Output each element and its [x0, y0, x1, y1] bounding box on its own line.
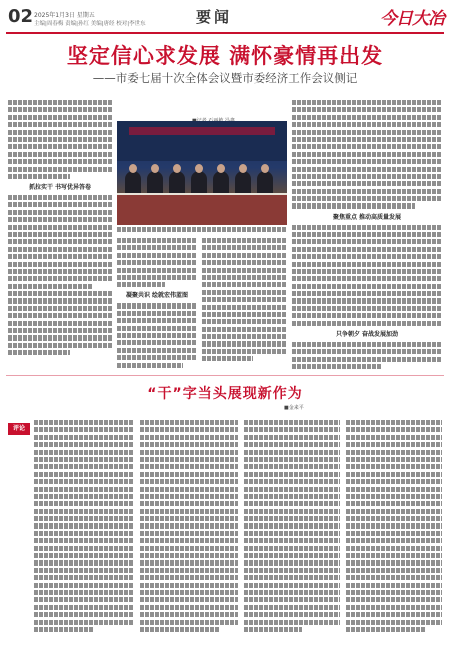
text-line: [292, 115, 442, 120]
text-line: [34, 531, 134, 536]
text-line: [8, 210, 112, 215]
text-line: [8, 232, 112, 237]
text-line: [244, 472, 340, 477]
text-line: [8, 167, 112, 172]
article-column-4: [292, 100, 442, 370]
text-line: [34, 575, 134, 580]
text-line: [202, 341, 287, 346]
text-line: [140, 509, 238, 514]
text-line: [8, 144, 112, 149]
text-line: [140, 575, 238, 580]
lower-column-1: [34, 420, 134, 645]
text-line: [8, 254, 112, 259]
text-line: [346, 605, 442, 610]
text-line: [244, 553, 340, 558]
text-line: [244, 442, 340, 447]
text-line: [244, 479, 340, 484]
text-line: [346, 479, 442, 484]
text-line: [244, 568, 340, 573]
text-line: [346, 516, 442, 521]
text-line: [244, 450, 340, 455]
text-line: [140, 590, 238, 595]
text-line: [292, 313, 442, 318]
text-line: [8, 269, 112, 274]
text-line: [8, 343, 112, 348]
text-line: [346, 597, 442, 602]
editors-credits: 主编|周春梅 责编|孙红 美编|唐经 校对|李世东: [34, 21, 146, 27]
text-line: [346, 531, 442, 536]
text-line: [292, 306, 442, 311]
text-line: [346, 435, 442, 440]
text-line: [202, 334, 287, 339]
text-line: [202, 268, 287, 273]
text-line: [292, 122, 442, 127]
text-line: [117, 245, 197, 250]
text-line: [292, 174, 442, 179]
text-line: [202, 327, 287, 332]
text-line: [244, 464, 340, 469]
text-line: [202, 260, 287, 265]
text-line: [346, 538, 442, 543]
text-line: [117, 260, 197, 265]
text-line: [346, 487, 442, 492]
section-subhead: 聚焦重点 推动高质量发展: [332, 213, 402, 221]
text-line: [346, 575, 442, 580]
text-line: [292, 239, 442, 244]
text-line: [244, 627, 302, 632]
text-line: [244, 612, 340, 617]
photo-caption: [117, 227, 287, 235]
text-line: [34, 450, 134, 455]
text-line: [244, 605, 340, 610]
text-line: [8, 321, 112, 326]
text-line: [292, 137, 442, 142]
text-line: [8, 107, 112, 112]
text-line: [8, 306, 112, 311]
text-line: [244, 523, 340, 528]
text-line: [34, 479, 134, 484]
text-line: [244, 516, 340, 521]
text-line: [140, 472, 238, 477]
text-line: [292, 276, 442, 281]
text-line: [117, 333, 197, 338]
text-line: [117, 275, 197, 280]
second-headline: “干”字当头展现新作为: [147, 386, 303, 402]
text-line: [244, 597, 340, 602]
text-line: [140, 612, 238, 617]
text-line: [346, 583, 442, 588]
section-subhead: 抓拉实干 书写优异答卷: [28, 184, 92, 191]
text-line: [34, 538, 134, 543]
text-line: [140, 450, 238, 455]
text-line: [346, 420, 442, 425]
text-line: [292, 262, 442, 267]
article-column-2: [117, 238, 197, 370]
text-line: [140, 464, 238, 469]
text-line: [140, 457, 238, 462]
text-line: [292, 364, 382, 369]
text-line: [140, 427, 238, 432]
main-headline: 坚定信心求发展 满怀豪情再出发: [66, 44, 384, 68]
text-line: [292, 225, 442, 230]
text-line: [292, 342, 442, 347]
text-line: [117, 268, 197, 273]
text-line: [8, 276, 112, 281]
text-line: [292, 130, 442, 135]
text-line: [346, 553, 442, 558]
text-line: [8, 159, 112, 164]
text-line: [34, 516, 134, 521]
text-line: [8, 137, 112, 142]
text-line: [34, 523, 134, 528]
text-line: [34, 620, 134, 625]
text-line: [8, 122, 112, 127]
text-line: [346, 427, 442, 432]
text-line: [140, 435, 238, 440]
section-subhead: 只争朝夕 奋战发展加劲: [335, 330, 399, 338]
text-line: [244, 583, 340, 588]
text-line: [140, 538, 238, 543]
text-line: [346, 590, 442, 595]
text-line: [292, 298, 442, 303]
text-line: [8, 130, 112, 135]
text-line: [8, 174, 70, 179]
text-line: [34, 590, 134, 595]
text-line: [346, 546, 442, 551]
text-line: [140, 627, 220, 632]
text-line: [117, 238, 197, 243]
text-line: [244, 427, 340, 432]
text-line: [346, 612, 442, 617]
text-line: [244, 560, 340, 565]
text-line: [34, 435, 134, 440]
masthead-divider: [6, 32, 444, 34]
text-line: [292, 357, 442, 362]
text-line: [292, 247, 442, 252]
text-line: [140, 605, 238, 610]
text-line: [292, 100, 442, 105]
text-line: [292, 254, 442, 259]
text-line: [346, 627, 425, 632]
article-column-3: [202, 238, 287, 370]
text-line: [292, 159, 442, 164]
text-line: [34, 420, 134, 425]
text-line: [244, 590, 340, 595]
section-subhead: 凝聚共识 绘就宏伟蓝图: [125, 292, 189, 300]
text-line: [346, 450, 442, 455]
text-line: [34, 612, 134, 617]
text-line: [244, 538, 340, 543]
text-line: [117, 253, 197, 258]
text-line: [140, 597, 238, 602]
text-line: [244, 435, 340, 440]
text-line: [202, 349, 287, 354]
page-number: 02: [8, 6, 34, 27]
text-line: [244, 420, 340, 425]
text-line: [8, 350, 70, 355]
publication-date: 2025年1月3日 星期五: [34, 12, 95, 19]
text-line: [346, 457, 442, 462]
text-line: [292, 284, 442, 289]
text-line: [346, 620, 442, 625]
text-line: [292, 269, 442, 274]
text-line: [140, 523, 238, 528]
text-line: [140, 620, 238, 625]
text-line: [244, 457, 340, 462]
text-line: [202, 356, 253, 361]
text-line: [117, 303, 197, 308]
text-line: [34, 509, 134, 514]
text-line: [8, 328, 112, 333]
text-line: [244, 509, 340, 514]
text-line: [34, 546, 134, 551]
text-line: [34, 560, 134, 565]
text-line: [140, 420, 238, 425]
text-line: [117, 355, 197, 360]
text-line: [244, 620, 340, 625]
text-line: [140, 442, 238, 447]
text-line: [34, 457, 134, 462]
text-line: [244, 494, 340, 499]
second-byline: ■金来平: [284, 405, 304, 411]
text-line: [117, 311, 197, 316]
text-line: [202, 297, 287, 302]
text-line: [202, 245, 287, 250]
text-line: [244, 575, 340, 580]
text-line: [8, 313, 112, 318]
text-line: [346, 568, 442, 573]
text-line: [34, 605, 134, 610]
text-line: [117, 318, 197, 323]
text-line: [140, 479, 238, 484]
text-line: [202, 319, 287, 324]
text-line: [292, 167, 442, 172]
text-line: [8, 115, 112, 120]
text-line: [8, 298, 112, 303]
text-line: [202, 290, 287, 295]
text-line: [346, 501, 442, 506]
text-line: [34, 553, 134, 558]
text-line: [140, 560, 238, 565]
text-line: [140, 568, 238, 573]
text-line: [8, 217, 112, 222]
text-line: [292, 152, 442, 157]
text-line: [34, 501, 134, 506]
text-line: [202, 305, 287, 310]
text-line: [292, 321, 442, 326]
text-line: [8, 291, 112, 296]
commentary-badge: 评论: [8, 423, 30, 435]
text-line: [8, 262, 112, 267]
text-line: [8, 239, 112, 244]
text-line: [202, 253, 287, 258]
text-line: [292, 144, 442, 149]
text-line: [346, 509, 442, 514]
text-line: [34, 597, 134, 602]
text-line: [34, 442, 134, 447]
text-line: [292, 349, 442, 354]
text-line: [8, 100, 112, 105]
lower-column-2: [140, 420, 238, 645]
text-line: [140, 487, 238, 492]
text-line: [202, 275, 287, 280]
text-line: [292, 107, 442, 112]
text-line: [34, 487, 134, 492]
text-line: [117, 363, 183, 368]
text-line: [117, 282, 165, 287]
text-line: [34, 472, 134, 477]
text-line: [346, 472, 442, 477]
text-line: [34, 494, 134, 499]
text-line: [140, 516, 238, 521]
text-line: [346, 523, 442, 528]
text-line: [117, 326, 197, 331]
lower-column-4: [346, 420, 442, 645]
text-line: [346, 494, 442, 499]
text-line: [292, 196, 442, 201]
text-line: [140, 583, 238, 588]
text-line: [8, 225, 112, 230]
text-line: [8, 284, 93, 289]
section-label: 要闻: [196, 8, 233, 26]
main-subheadline: ——市委七届十次全体会议暨市委经济工作会议侧记: [92, 71, 358, 85]
text-line: [202, 238, 287, 243]
text-line: [117, 227, 287, 232]
text-line: [244, 487, 340, 492]
text-line: [292, 181, 442, 186]
text-line: [292, 291, 442, 296]
text-line: [346, 442, 442, 447]
text-line: [346, 560, 442, 565]
text-line: [8, 195, 112, 200]
text-line: [244, 501, 340, 506]
text-line: [34, 427, 134, 432]
text-line: [34, 627, 94, 632]
section-divider: [6, 375, 444, 376]
lower-column-3: [244, 420, 340, 645]
text-line: [244, 546, 340, 551]
text-line: [34, 568, 134, 573]
text-line: [8, 247, 112, 252]
meeting-photo: [117, 121, 287, 225]
text-line: [292, 203, 415, 208]
text-line: [244, 531, 340, 536]
text-line: [140, 553, 238, 558]
newspaper-logo: 今日大冶: [380, 9, 444, 29]
text-line: [34, 464, 134, 469]
article-column-1: [8, 100, 112, 370]
text-line: [202, 312, 287, 317]
text-line: [8, 152, 112, 157]
text-line: [117, 348, 197, 353]
text-line: [140, 501, 238, 506]
text-line: [34, 583, 134, 588]
text-line: [140, 531, 238, 536]
text-line: [140, 546, 238, 551]
text-line: [117, 340, 197, 345]
text-line: [202, 282, 287, 287]
text-line: [8, 335, 112, 340]
text-line: [292, 189, 442, 194]
text-line: [346, 464, 442, 469]
text-line: [292, 232, 442, 237]
text-line: [140, 494, 238, 499]
text-line: [8, 202, 112, 207]
